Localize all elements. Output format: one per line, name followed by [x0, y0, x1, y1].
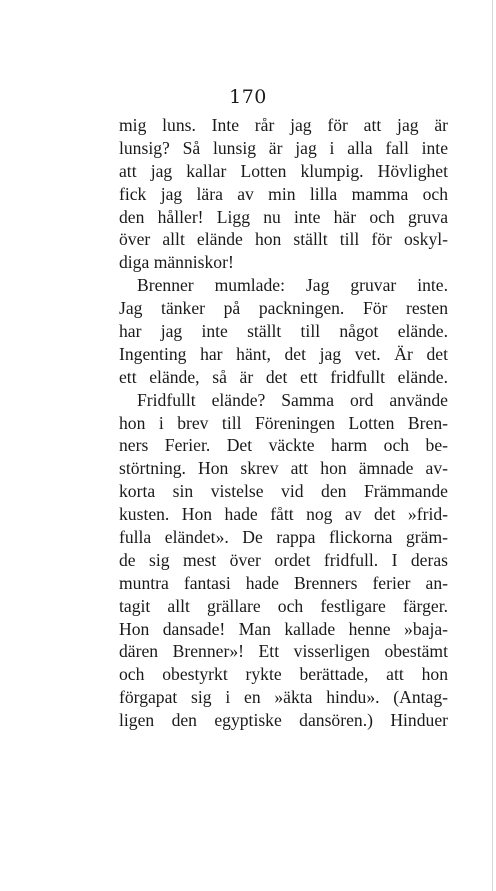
page-edge-rule	[492, 0, 493, 891]
text-line: Brenner mumlade: Jag gruvar inte.	[137, 275, 448, 296]
text-line: muntra fantasi hade Brenners ferier an-	[119, 572, 448, 593]
text-line: ett elände, så är det ett fridfullt elände.	[119, 366, 448, 387]
text-line: har jag inte ställt till något elände.	[119, 321, 448, 342]
text-line: förgapat sig i en »äkta hindu». (Antag-	[119, 687, 448, 708]
text-line: störtning. Hon skrev att hon ämnade av-	[119, 458, 448, 479]
text-line: Fridfullt elände? Samma ord använde	[137, 389, 448, 410]
text-line: fulla eländet». De rappa flickorna gräm-	[119, 527, 448, 548]
text-line: hon i brev till Föreningen Lotten Bren-	[119, 412, 448, 433]
text-line: att jag kallar Lotten klumpig. Hövlighet	[119, 160, 448, 181]
text-line: ligen den egyptiske dansören.) Hinduer	[119, 710, 448, 731]
body-text	[119, 114, 448, 732]
page-number: 170	[229, 86, 267, 108]
text-line: de sig mest över ordet fridfull. I deras	[119, 549, 448, 570]
text-line: över allt elände hon ställt till för oskyl-	[119, 229, 448, 250]
text-line: Hon dansade! Man kallade henne »baja-	[119, 618, 448, 639]
text-line: mig luns. Inte rår jag för att jag är	[119, 115, 448, 135]
text-line: och obestyrkt rykte berättade, att hon	[119, 664, 448, 685]
text-line: diga människor!	[119, 252, 234, 273]
text-line: lunsig? Så lunsig är jag i alla fall inte	[119, 137, 448, 158]
text-line: dären Brenner»! Ett visserligen obestämt	[119, 641, 448, 662]
text-line: den håller! Ligg nu inte här och gruva	[119, 206, 448, 227]
text-line: Jag tänker på packningen. För resten	[119, 298, 448, 319]
text-line: kusten. Hon hade fått nog av det »frid-	[119, 504, 448, 525]
text-line: ners Ferier. Det väckte harm och be-	[119, 435, 448, 456]
text-line: tagit allt grällare och festligare färger.	[119, 595, 448, 616]
text-line: fick jag lära av min lilla mamma och	[119, 183, 448, 204]
text-line: korta sin vistelse vid den Främmande	[119, 481, 448, 502]
text-line: Ingenting har hänt, det jag vet. Är det	[119, 343, 448, 364]
